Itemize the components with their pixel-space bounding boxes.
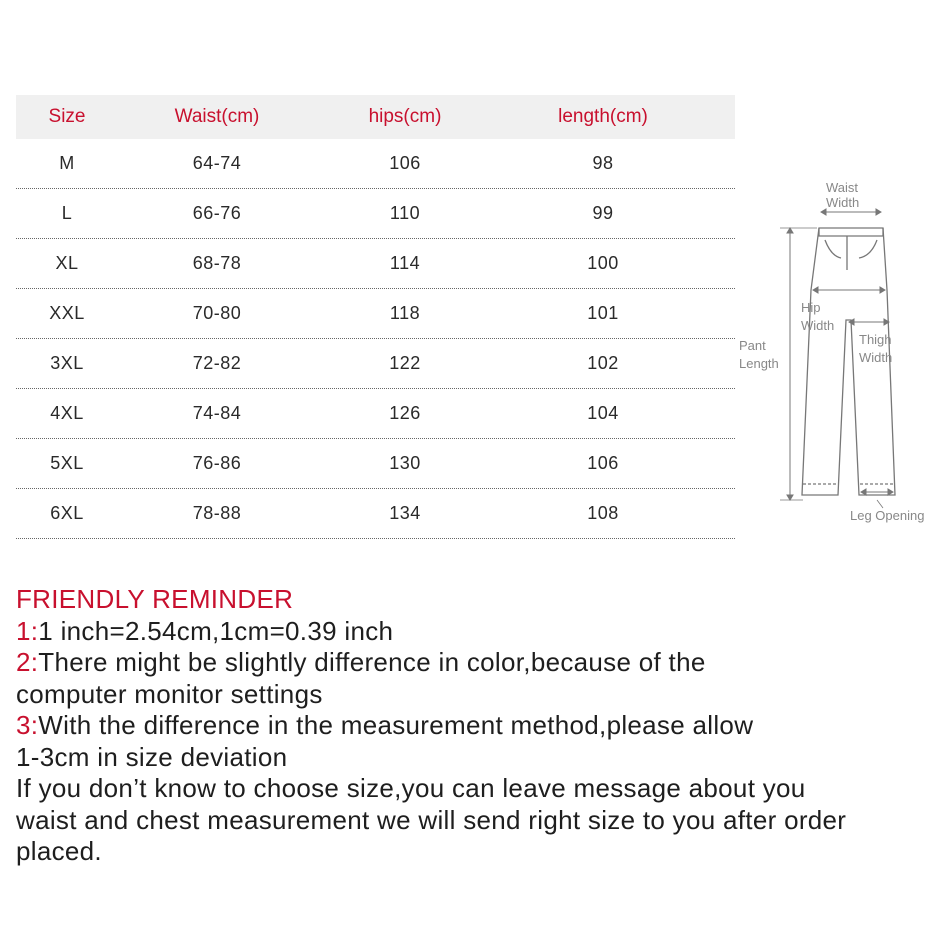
leg-opening-label: Leg Opening — [850, 508, 925, 523]
item-text: There might be slightly difference in color,because of the — [38, 647, 706, 677]
size-chart-table — [16, 95, 735, 539]
cell-waist: 72-82 — [192, 353, 242, 373]
table-header — [16, 95, 735, 139]
table-row — [16, 289, 735, 339]
cell-size: 3XL — [50, 353, 84, 373]
friendly-reminder — [16, 584, 941, 868]
cell-hips: 130 — [389, 453, 421, 473]
header-hips: hips(cm) — [368, 106, 442, 127]
cell-waist: 66-76 — [192, 203, 242, 223]
cell-waist: 76-86 — [192, 453, 242, 473]
cell-hips: 110 — [389, 203, 421, 223]
hip-label-2: Width — [801, 318, 835, 333]
cell-waist: 78-88 — [192, 503, 242, 523]
cell-hips: 106 — [389, 153, 421, 173]
pant-label-2: Length — [739, 356, 779, 371]
table-row — [16, 239, 735, 289]
hip-label-1: Hip — [801, 300, 821, 315]
thigh-label-2: Width — [859, 350, 893, 365]
cell-length: 100 — [587, 253, 619, 273]
cell-waist: 74-84 — [192, 403, 242, 423]
header-size: Size — [48, 106, 86, 127]
item-number: 2: — [16, 647, 39, 677]
cell-size: M — [59, 153, 75, 173]
reminder-item-3 — [16, 710, 941, 742]
waist-label-1: Waist — [826, 180, 859, 195]
cell-hips: 114 — [389, 253, 421, 273]
cell-size: 6XL — [50, 503, 84, 523]
table-row — [16, 389, 735, 439]
item-text: 1 inch=2.54cm,1cm=0.39 inch — [38, 615, 394, 646]
cell-waist: 70-80 — [192, 303, 242, 323]
header-waist: Waist(cm) — [174, 106, 260, 127]
pants-measurement-diagram — [735, 170, 945, 530]
table-row — [16, 439, 735, 489]
cell-hips: 126 — [389, 403, 421, 423]
reminder-note-3: placed. — [16, 836, 102, 866]
cell-waist: 64-74 — [192, 153, 242, 173]
cell-length: 98 — [592, 153, 614, 173]
reminder-item-2-cont: computer monitor settings — [16, 678, 323, 709]
cell-length: 99 — [592, 203, 614, 223]
item-text: With the difference in the measurement method,please allow — [38, 710, 754, 740]
cell-size: L — [61, 203, 73, 223]
header-length: length(cm) — [558, 106, 648, 127]
cell-size: XXL — [49, 303, 85, 323]
table-row — [16, 339, 735, 389]
cell-hips: 134 — [389, 503, 421, 523]
cell-length: 106 — [587, 453, 619, 473]
cell-hips: 122 — [389, 353, 421, 373]
waist-label-2: Width — [826, 195, 860, 210]
reminder-item-3-cont: 1-3cm in size deviation — [16, 741, 288, 772]
table-row — [16, 489, 735, 539]
cell-length: 108 — [587, 503, 619, 523]
cell-length: 104 — [587, 403, 619, 423]
cell-size: XL — [55, 253, 79, 273]
cell-waist: 68-78 — [192, 253, 242, 273]
table-row — [16, 139, 735, 189]
cell-length: 102 — [587, 353, 619, 373]
reminder-note-2: waist and chest measurement we will send right size to you after order — [16, 804, 847, 835]
reminder-item-1 — [16, 616, 941, 648]
table-body — [16, 139, 735, 539]
reminder-title: FRIENDLY REMINDER — [16, 584, 294, 614]
cell-size: 5XL — [50, 453, 84, 473]
table-row — [16, 189, 735, 239]
reminder-item-2 — [16, 647, 941, 679]
reminder-note-1: If you don’t know to choose size,you can leave message about you — [16, 773, 806, 803]
pant-label-1: Pant — [739, 338, 766, 353]
item-number: 3: — [16, 710, 39, 740]
cell-length: 101 — [587, 303, 619, 323]
thigh-label-1: Thigh — [859, 332, 892, 347]
cell-size: 4XL — [50, 403, 84, 423]
cell-hips: 118 — [389, 303, 421, 323]
item-number: 1: — [16, 615, 39, 646]
